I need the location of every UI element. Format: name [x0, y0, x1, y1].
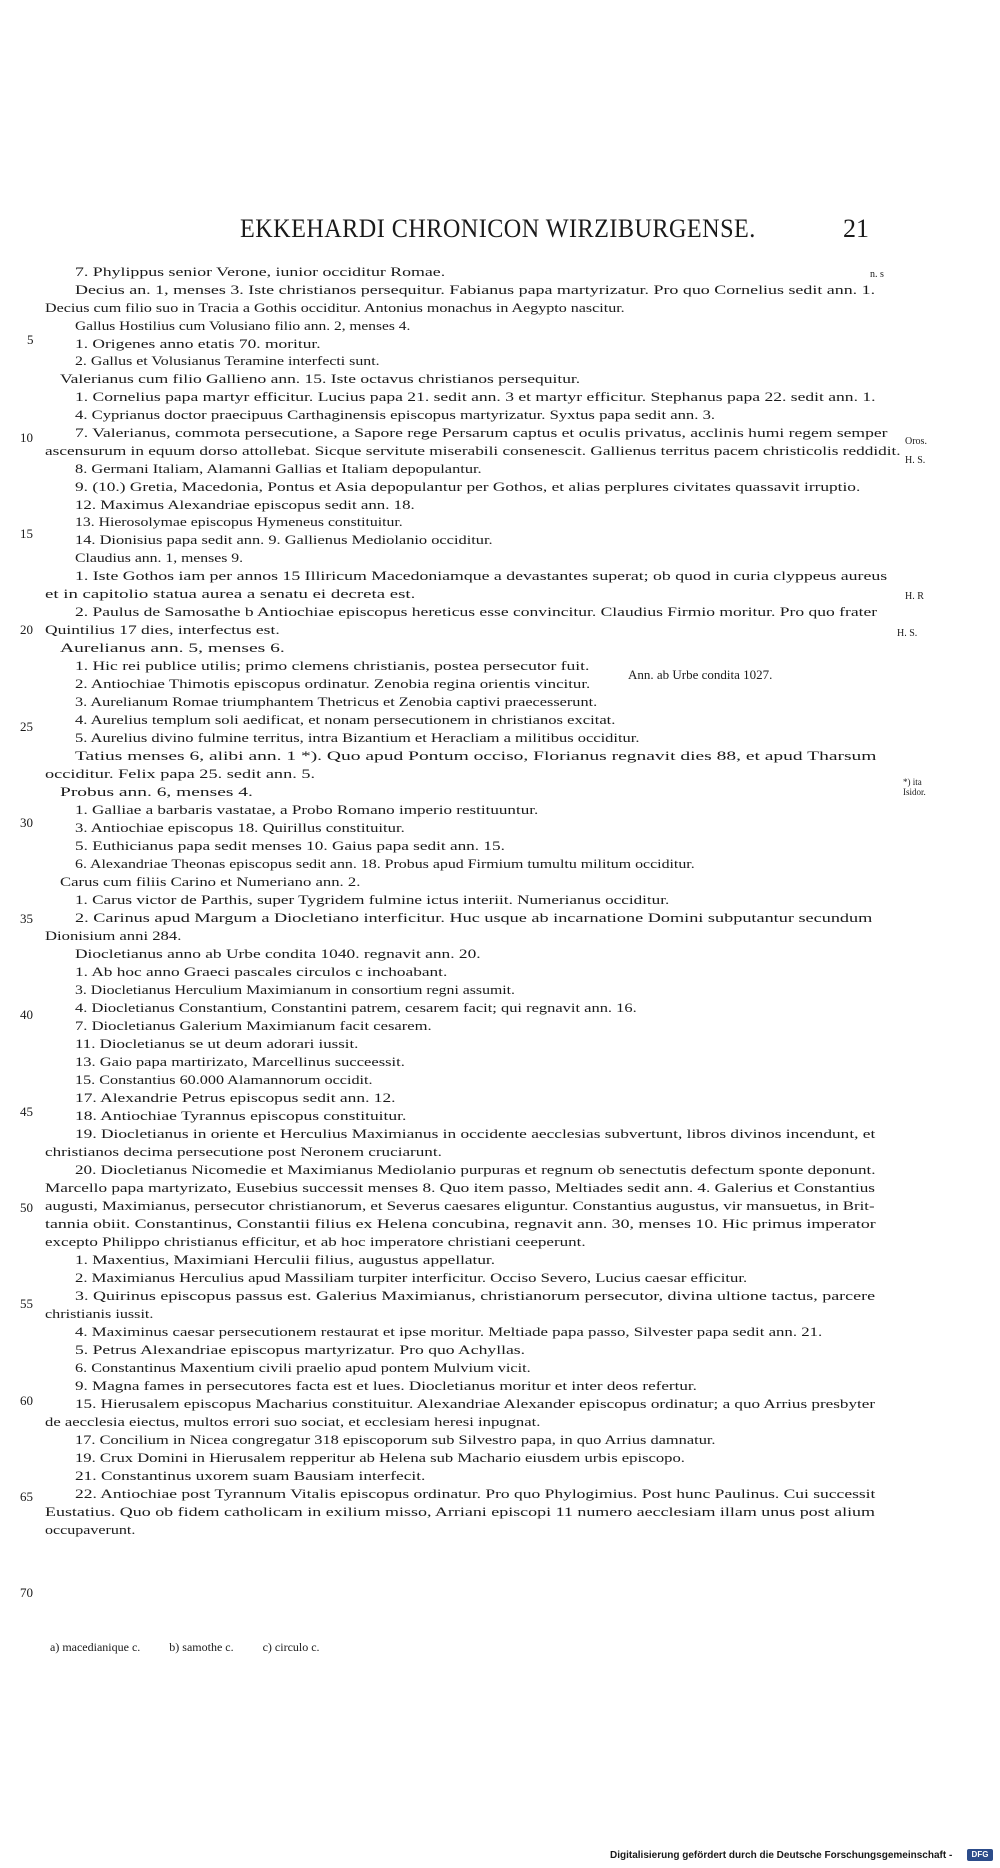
line-number: 5 [27, 332, 34, 347]
footnote: c) circulo c. [262, 1640, 320, 1654]
text-line: 2. Gallus et Volusianus Teramine interfecti sunt. [75, 353, 380, 368]
text-line: Aurelianus ann. 5, menses 6. [60, 640, 285, 655]
text-line: christianis iussit. [45, 1306, 154, 1321]
text-line: 7. Phylippus senior Verone, iunior occiditur Romae. [75, 264, 446, 279]
text-line: 4. Maximinus caesar persecutionem restaurat et ipse moritur. Meltiade papa passo, Silvester papa sedit ann. 21. [75, 1324, 823, 1339]
line-number: 70 [20, 1585, 33, 1600]
text-line: 9. (10.) Gretia, Macedonia, Pontus et Asia depopulantur per Gothos, et alias perplures civitates quassavit irruptio. [75, 479, 861, 494]
text-line: 1. Origenes anno etatis 70. moritur. [75, 336, 321, 351]
line-number: 55 [20, 1296, 33, 1311]
text-line: 13. Gaio papa martirizato, Marcellinus succeessit. [75, 1054, 405, 1069]
text-line: Dionisium anni 284. [45, 928, 182, 943]
text-line: 19. Crux Domini in Hierusalem repperitur ab Helena sub Machario eiusdem urbis episcopo. [75, 1450, 685, 1465]
dfg-logo: DFG [967, 1849, 993, 1861]
text-line: 13. Hierosolymae episcopus Hymeneus constituitur. [75, 514, 403, 529]
footnote: a) macedianique c. [50, 1640, 141, 1654]
line-number: 20 [20, 622, 33, 637]
margin-note: H. R [905, 591, 924, 602]
line-number: 40 [20, 1007, 33, 1022]
text-line: 4. Cyprianus doctor praecipuus Carthaginensis episcopus martyrizatur. Syxtus papa sedit ann. 3. [75, 407, 716, 422]
text-line: 14. Dionisius papa sedit ann. 9. Gallienus Mediolanio occiditur. [75, 532, 493, 547]
line-number: 50 [20, 1200, 33, 1215]
text-line: 5. Petrus Alexandriae episcopus martyrizatur. Pro quo Achyllas. [75, 1342, 526, 1357]
text-line: 1. Maxentius, Maximiani Herculii filius, augustus appellatur. [75, 1252, 496, 1267]
text-line: christianos decima persecutione post Neronem cruciarunt. [45, 1144, 442, 1159]
year-note: Ann. ab Urbe condita 1027. [628, 667, 773, 682]
text-line: 8. Germani Italiam, Alamanni Gallias et Italiam depopulantur. [75, 461, 482, 476]
text-line: 12. Maximus Alexandriae episcopus sedit ann. 18. [75, 497, 415, 512]
text-line: 3. Quirinus episcopus passus est. Galerius Maximianus, christianorum persecutor, divina ultione tactus, parcere [75, 1288, 876, 1303]
text-line: Decius cum filio suo in Tracia a Gothis occiditur. Antonius monachus in Aegypto nascitur. [45, 300, 625, 315]
line-number: 45 [20, 1104, 33, 1119]
text-line: Claudius ann. 1, menses 9. [75, 550, 244, 565]
text-line: 3. Aurelianum Romae triumphantem Thetricus et Zenobia captivi praecesserunt. [75, 694, 598, 709]
text-line: 3. Antiochiae episcopus 18. Quirillus constituitur. [75, 820, 405, 835]
text-line: 17. Alexandrie Petrus episcopus sedit ann. 12. [75, 1090, 396, 1105]
line-number: 25 [20, 719, 33, 734]
line-number: 15 [20, 526, 33, 541]
digitization-credit: Digitalisierung gefördert durch die Deutsche Forschungsgemeinschaft - [610, 1850, 953, 1861]
text-line: Decius an. 1, menses 3. Iste christianos persequitur. Fabianus papa martyrizatur. Pro quo Cornelius sedit ann. 1. [75, 282, 876, 297]
text-line: 1. Hic rei publice utilis; primo clemens christianis, postea persecutor fuit. [75, 658, 590, 673]
text-line: 4. Diocletianus Constantium, Constantini patrem, cesarem facit; qui regnavit ann. 16. [75, 1000, 637, 1015]
text-line: Quintilius 17 dies, interfectus est. [45, 622, 280, 637]
text-line: 17. Concilium in Nicea congregatur 318 episcoporum sub Silvestro papa, in quo Arrius damnatur. [75, 1432, 716, 1447]
text-line: Gallus Hostilius cum Volusiano filio ann. 2, menses 4. [75, 318, 411, 333]
text-line: 2. Paulus de Samosathe b Antiochiae episcopus hereticus esse convincitur. Claudius Firmio moritur. Pro quo frater [75, 604, 878, 619]
text-line: 2. Antiochiae Thimotis episcopus ordinatur. Zenobia regina orientis vincitur. [75, 676, 591, 691]
text-line: 22. Antiochiae post Tyrannum Vitalis episcopus ordinatur. Pro quo Phylogimius. Post hunc Paulinus. Cui successit [75, 1486, 876, 1501]
line-number: 65 [20, 1489, 33, 1504]
line-number: 10 [20, 430, 33, 445]
text-line: 1. Iste Gothos iam per annos 15 Illiricum Macedoniamque a devastantes superat; ob quod in curia clyppeus aureus [75, 568, 888, 583]
text-line: 20. Diocletianus Nicomedie et Maximianus Mediolanio purpuras et regnum ob senectutis defectum sponte deponunt. [75, 1162, 876, 1177]
text-line: 2. Carinus apud Margum a Diocletiano interficitur. Huc usque ab incarnatione Domini subputantur secundum [75, 910, 873, 925]
line-number: 35 [20, 911, 33, 926]
text-line: occiditur. Felix papa 25. sedit ann. 5. [45, 766, 316, 781]
text-line: augusti, Maximianus, persecutor christianorum, et Severus caesares eliguntur. Constantius augustus, vir mansuetus, in Brit- [45, 1198, 875, 1213]
footnotes [50, 1640, 346, 1655]
text-line: et in capitolio statua aurea a senatu ei decreta est. [45, 586, 416, 601]
text-line: 5. Euthicianus papa sedit menses 10. Gaius papa sedit ann. 15. [75, 838, 505, 853]
text-line: 18. Antiochiae Tyrannus episcopus constituitur. [75, 1108, 407, 1123]
text-line: 1. Carus victor de Parthis, super Tygridem fulmine ictus interiit. Numerianus occiditur. [75, 892, 670, 907]
text-line: de aecclesia eiectus, multos errori suo sociat, et ecclesiam heresi inpugnat. [45, 1414, 541, 1429]
text-line: ascensurum in equum dorso attollebat. Sicque servitute miserabili consenescit. Gallienus territus pacem christicolis reddidit. [45, 443, 901, 458]
text-line: Carus cum filiis Carino et Numeriano ann. 2. [60, 874, 361, 889]
footnote: b) samothe c. [169, 1640, 234, 1654]
margin-note: *) ita Isidor. [903, 777, 926, 797]
text-line: Tatius menses 6, alibi ann. 1 *). Quo apud Pontum occiso, Florianus regnavit dies 88, et apud Tharsum [75, 748, 877, 763]
text-line: 15. Hierusalem episcopus Macharius constituitur. Alexandriae Alexander episcopus ordinatur; a quo Arrius presbyter [75, 1396, 876, 1411]
text-line: 9. Magna fames in persecutores facta est et lues. Diocletianus moritur et inter deos refertur. [75, 1378, 697, 1393]
text-line: 7. Valerianus, commota persecutione, a Sapore rege Persarum captus et oculis privatus, acclinis humi regem semper [75, 425, 888, 440]
text-line: occupaverunt. [45, 1522, 136, 1537]
margin-note: n. s [870, 269, 884, 280]
text-line: Valerianus cum filio Gallieno ann. 15. Iste octavus christianos persequitur. [60, 371, 581, 386]
text-line: Eustatius. Quo ob fidem catholicam in exilium misso, Arriani episcopi 11 numero aecclesiam illam unus post alium [45, 1504, 876, 1519]
line-number: 60 [20, 1393, 33, 1408]
text-line: 7. Diocletianus Galerium Maximianum facit cesarem. [75, 1018, 432, 1033]
text-line: Probus ann. 6, menses 4. [60, 784, 253, 799]
page-title: EKKEHARDI CHRONICON WIRZIBURGENSE. [240, 214, 756, 243]
text-line: 4. Aurelius templum soli aedificat, et nonam persecutionem in christianos excitat. [75, 712, 616, 727]
text-line: excepto Philippo christianus efficitur, et ab hoc imperatore christiani ceeperunt. [45, 1234, 586, 1249]
text-line: 2. Maximianus Herculius apud Massiliam turpiter interficitur. Occiso Severo, Lucius caesar efficitur. [75, 1270, 748, 1285]
text-line: 21. Constantinus uxorem suam Bausiam interfecit. [75, 1468, 426, 1483]
text-line: Diocletianus anno ab Urbe condita 1040. regnavit ann. 20. [75, 946, 481, 961]
text-line: 19. Diocletianus in oriente et Herculius Maximianus in occidente aecclesias subvertunt, libros divinos incendunt, et [75, 1126, 876, 1141]
text-line: 1. Galliae a barbaris vastatae, a Probo Romano imperio restituuntur. [75, 802, 539, 817]
text-line: 6. Constantinus Maxentium civili praelio apud pontem Mulvium vicit. [75, 1360, 531, 1375]
text-line: 11. Diocletianus se ut deum adorari iussit. [75, 1036, 359, 1051]
text-line: 15. Constantius 60.000 Alamannorum occidit. [75, 1072, 373, 1087]
margin-note: Oros. [905, 436, 927, 447]
text-line: tannia obiit. Constantinus, Constantii filius ex Helena concubina, regnavit ann. 30, menses 10. Hic primus imperator [45, 1216, 876, 1231]
text-line: 5. Aurelius divino fulmine territus, intra Bizantium et Heracliam a militibus occiditur. [75, 730, 640, 745]
line-number: 30 [20, 815, 33, 830]
page-number: 21 [843, 214, 869, 243]
text-line: 3. Diocletianus Herculium Maximianum in consortium regni assumit. [75, 982, 516, 997]
text-line: Marcello papa martyrizato, Eusebius successit menses 8. Quo item passo, Meltiades sedit ann. 4. Galerius et Constantius [45, 1180, 876, 1195]
text-line: 6. Alexandriae Theonas episcopus sedit ann. 18. Probus apud Firmium tumultu militum occiditur. [75, 856, 695, 871]
margin-note: H. S. [897, 628, 918, 639]
margin-note: H. S. [905, 455, 926, 466]
text-line: 1. Ab hoc anno Graeci pascales circulos c inchoabant. [75, 964, 448, 979]
text-line: 1. Cornelius papa martyr efficitur. Lucius papa 21. sedit ann. 3 et martyr efficitur. Stephanus papa 22. sedit ann. 1. [75, 389, 876, 404]
